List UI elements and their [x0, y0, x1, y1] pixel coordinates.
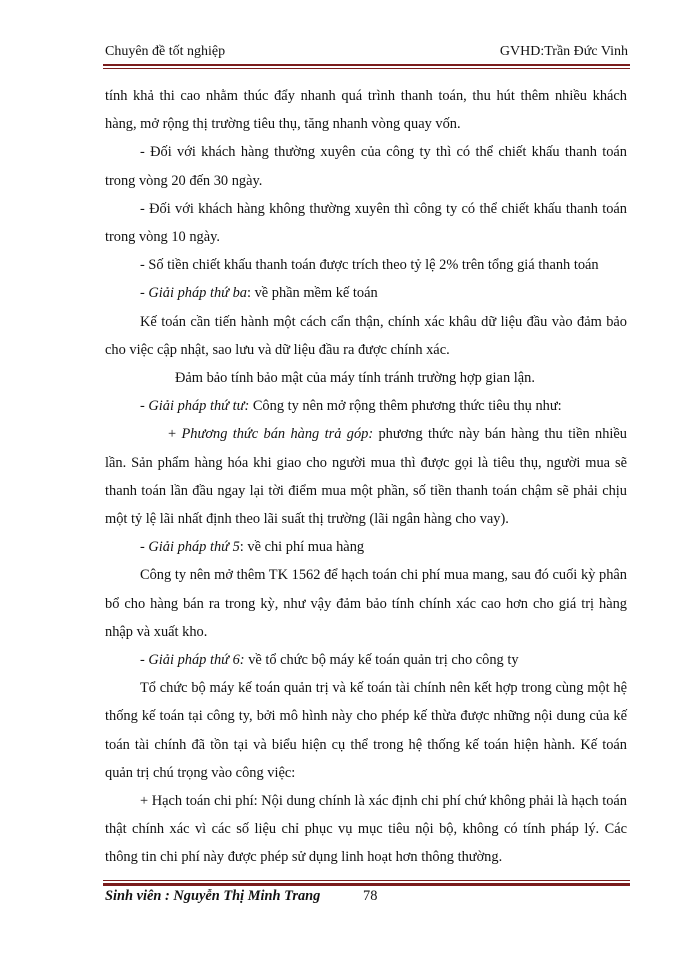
paragraph-2: - Đối với khách hàng thường xuyên của công ty thì có thể chiết khấu thanh toán trong vòng 20 đến 30 ngày.	[105, 144, 627, 189]
header-rule-thin	[103, 68, 630, 69]
solution-5-label: Giải pháp thứ 5	[148, 539, 240, 556]
document-body	[105, 82, 627, 872]
header-rule	[103, 64, 630, 66]
paragraph-1: tính khả thi cao nhằm thúc đẩy nhanh quá trình thanh toán, thu hút thêm nhiều khách hàng, mở rộng thị trường tiêu thụ, tăng nhanh vòng quay vốn.	[105, 88, 627, 133]
footer-rule-thin	[103, 880, 630, 881]
header-title: Chuyên đề tốt nghiệp	[105, 44, 226, 59]
installment-text: phương thức này bán hàng thu tiền nhiều lần. Sản phẩm hàng hóa khi giao cho người mua thì được gọi là tiêu thụ, người mua sẽ thanh toán lần đầu ngay lại tời điểm mua một phần, số tiền thanh toán chậm sẽ phải chịu một tỷ lệ lãi nhất định theo lãi suất thị trường (lãi ngân hàng cho vay).	[105, 426, 627, 528]
installment-label: Phương thức bán hàng trả góp:	[181, 426, 374, 443]
paragraph-3: - Đối với khách hàng không thường xuyên thì công ty có thể chiết khấu thanh toán trong vòng 10 ngày.	[105, 200, 627, 246]
paragraph-5	[105, 279, 627, 307]
paragraph-7: Đảm bảo tính bảo mật của máy tính tránh trường hợp gian lận.	[175, 370, 535, 387]
paragraph-14: + Hạch toán chi phí: Nội dung chính là xác định chi phí chứ không phải là hạch toán thật chính xác vì các số liệu chỉ phục vụ mục tiêu nội bộ, không có tính pháp lý. Các thông tin chi phí này được phép sử dụng linh hoạt hơn thông thường.	[105, 793, 627, 866]
paragraph-13: Tổ chức bộ máy kế toán quản trị và kế toán tài chính nên kết hợp trong cùng một hệ thống kế toán tại công ty, bởi mô hình này cho phép kế thừa được những nội dung của kế toán tài chính đã tồn tại và biểu hiện cụ thể trong hệ thống kế toán hiện hành. Kế toán quản trị chú trọng vào công việc:	[105, 680, 627, 781]
paragraph-8	[105, 392, 627, 420]
solution-3-text: : về phần mềm kế toán	[246, 285, 378, 302]
solution-3-label: Giải pháp thứ ba	[148, 285, 247, 302]
paragraph-6: Kế toán cần tiến hành một cách cẩn thận, chính xác khâu dữ liệu đầu vào đảm bảo cho việc cập nhật, sao lưu và dữ liệu đầu ra được chính xác.	[105, 313, 627, 358]
solution-4-label: Giải pháp thứ tư:	[148, 398, 250, 415]
lead-dash: -	[140, 398, 149, 415]
paragraph-11: Công ty nên mở thêm TK 1562 để hạch toán chi phí mua mang, sau đó cuối kỳ phân bổ cho hàng bán ra trong kỳ, như vậy đảm bảo tính chính xác cao hơn cho giá trị hàng nhập và xuất kho.	[105, 567, 627, 640]
solution-5-text: : về chi phí mua hàng	[239, 539, 365, 556]
lead-dash: -	[140, 285, 149, 302]
page-header	[105, 44, 628, 64]
paragraph-10	[105, 533, 627, 561]
paragraph-12	[105, 646, 627, 674]
page-number: 78	[363, 888, 378, 904]
solution-6-label: Giải pháp thứ 6:	[148, 652, 245, 669]
lead-dash: -	[140, 652, 149, 669]
student-name: Sinh viên : Nguyễn Thị Minh Trang	[105, 888, 321, 904]
paragraph-4: - Số tiền chiết khấu thanh toán được trích theo tỷ lệ 2% trên tổng giá thanh toán	[140, 257, 599, 274]
solution-6-text: về tổ chức bộ máy kế toán quản trị cho công ty	[244, 652, 519, 669]
lead-plus: +	[168, 426, 182, 443]
header-advisor: GVHD:Trần Đức Vinh	[499, 44, 628, 59]
lead-dash: -	[140, 539, 149, 556]
paragraph-9	[105, 420, 627, 533]
solution-4-text: Công ty nên mở rộng thêm phương thức tiêu thụ như:	[249, 398, 562, 415]
footer-rule	[103, 883, 630, 886]
